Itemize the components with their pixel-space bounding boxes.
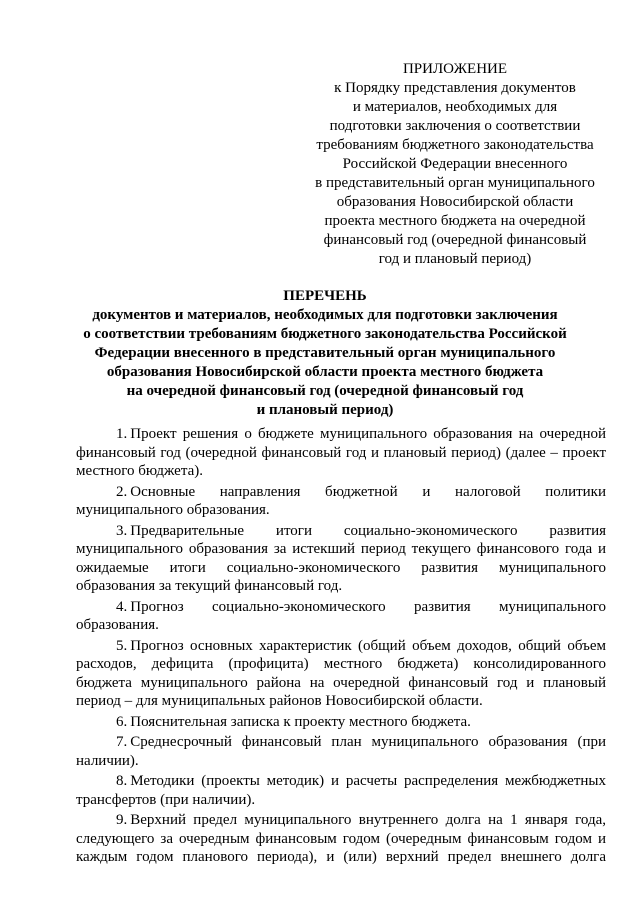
item-text: Пояснительная записка к проекту местного бюджета.	[130, 713, 471, 730]
item-text: Среднесрочный финансовый план муниципального образования (при наличии).	[76, 734, 606, 769]
item-text: Проект решения о бюджете муниципального образования на очередной финансовый год (очередной финансовый год и плановый период) (далее – проект местного бюджета).	[76, 426, 606, 479]
list-item	[76, 713, 606, 732]
item-number: 5.	[116, 637, 128, 654]
item-number: 6.	[116, 713, 128, 730]
item-number: 1.	[116, 426, 128, 442]
heading-line: документов и материалов, необходимых для подготовки заключения	[92, 307, 558, 323]
list-item	[76, 772, 606, 809]
list-item	[76, 598, 606, 635]
item-number: 3.	[116, 522, 128, 539]
item-number: 8.	[116, 773, 128, 789]
document-heading	[60, 287, 590, 420]
item-text: Основные направления бюджетной и налоговой политики муниципального образования.	[76, 483, 606, 518]
list-item	[76, 637, 606, 711]
annex-line: требованиям бюджетного законодательства	[316, 137, 594, 153]
list-item	[76, 811, 606, 867]
item-text: Верхний предел муниципального внутреннего долга на 1 января года, следующего за очередным финансовым годом (очередным финансовым годом и каждым годом планового периода), и (или) верхний предел внешнего долга	[76, 812, 606, 865]
annex-line: год и плановый период)	[378, 251, 532, 267]
list-item	[76, 733, 606, 770]
item-number: 2.	[116, 483, 128, 500]
item-number: 9.	[116, 812, 128, 828]
heading-line: о соответствии требованиям бюджетного законодательства Российской	[83, 326, 567, 342]
item-text: Прогноз социально-экономического развития муниципального образования.	[76, 598, 606, 633]
heading-line: Федерации внесенного в представительный орган муниципального	[94, 345, 556, 361]
annex-line: финансовый год (очередной финансовый	[323, 232, 587, 248]
item-text: Методики (проекты методик) и расчеты распределения межбюджетных трансфертов (при наличии).	[76, 773, 606, 808]
list-item	[76, 522, 606, 596]
heading-title: ПЕРЕЧЕНЬ	[283, 288, 367, 304]
list-item	[76, 425, 606, 481]
item-number: 7.	[116, 734, 128, 750]
heading-line: на очередной финансовый год (очередной финансовый год	[126, 383, 524, 399]
item-number: 4.	[116, 598, 128, 615]
annex-title: ПРИЛОЖЕНИЕ	[402, 61, 508, 77]
annex-line: в представительный орган муниципального	[315, 175, 595, 191]
annex-block	[300, 60, 610, 269]
item-text: Прогноз основных характеристик (общий объем доходов, общий объем расходов, дефицита (профицита) местного бюджета) консолидированного бюджета муниципального района на очередной финансовый год и плановый период – для муниципальных районов Новосибирской области.	[76, 637, 606, 709]
heading-line: и плановый период)	[256, 402, 394, 418]
heading-line: образования Новосибирской области проекта местного бюджета	[106, 364, 544, 380]
annex-line: к Порядку представления документов	[334, 80, 576, 96]
list-item	[76, 483, 606, 520]
annex-line: подготовки заключения о соответствии	[329, 118, 581, 134]
annex-line: проекта местного бюджета на очередной	[324, 213, 586, 229]
item-text: Предварительные итоги социально-экономического развития муниципального образования за истекший период текущего финансового года и ожидаемые итоги социально-экономического развития муниципального образования за текущий финансовый год.	[76, 522, 606, 594]
annex-line: образования Новосибирской области	[336, 194, 574, 210]
document-list	[76, 425, 606, 869]
annex-line: и материалов, необходимых для	[352, 99, 558, 115]
annex-line: Российской Федерации внесенного	[342, 156, 568, 172]
